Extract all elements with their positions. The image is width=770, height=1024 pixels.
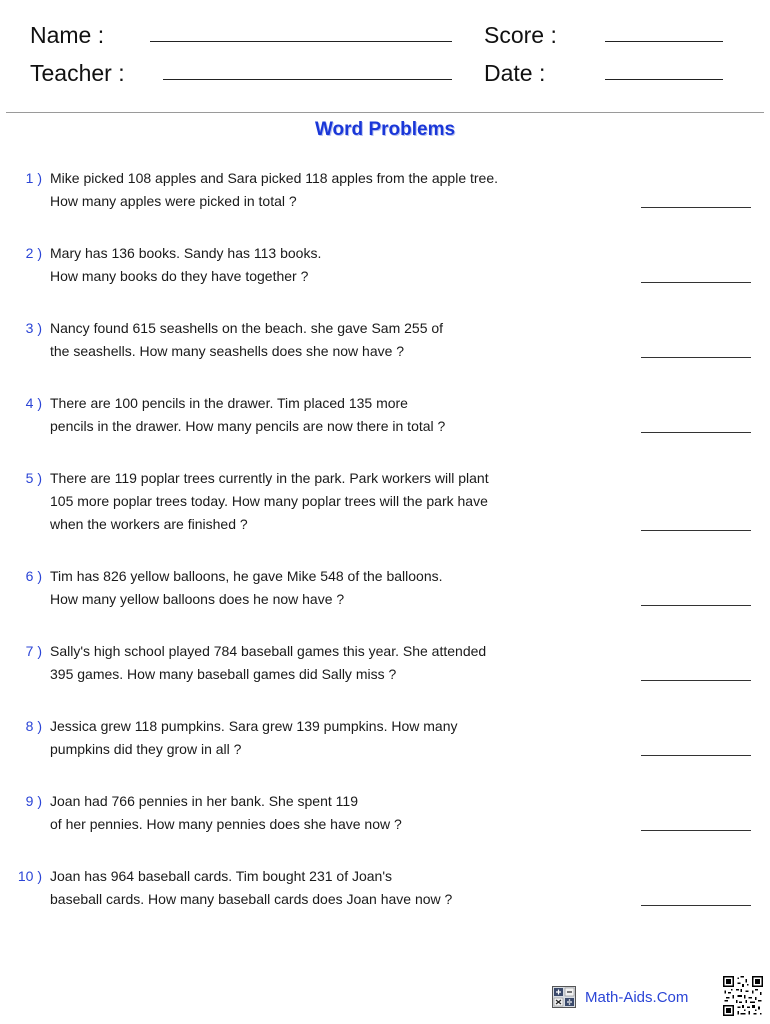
qr-code-icon bbox=[723, 976, 763, 1016]
problem-number: 2 ) bbox=[25, 245, 42, 261]
problem-text-line: Mike picked 108 apples and Sara picked 118 apples from the apple tree. bbox=[50, 170, 499, 186]
problem-text-line: 395 games. How many baseball games did Sally miss ? bbox=[50, 666, 397, 682]
teacher-field[interactable] bbox=[163, 79, 452, 80]
problem-number: 1 ) bbox=[25, 170, 42, 186]
answer-blank[interactable] bbox=[641, 357, 751, 358]
calculator-icon bbox=[552, 986, 576, 1008]
answer-blank[interactable] bbox=[641, 755, 751, 756]
problem-text-line: Tim has 826 yellow balloons, he gave Mike 548 of the balloons. bbox=[50, 568, 443, 584]
answer-blank[interactable] bbox=[641, 282, 751, 283]
answer-blank[interactable] bbox=[641, 605, 751, 606]
header-divider bbox=[6, 112, 764, 113]
problem-text-line: pumpkins did they grow in all ? bbox=[50, 741, 242, 757]
problem-number: 10 ) bbox=[17, 868, 42, 884]
score-field[interactable] bbox=[605, 41, 723, 42]
problem-text-line: Sally's high school played 784 baseball games this year. She attended bbox=[50, 643, 487, 659]
problem-text-line: There are 100 pencils in the drawer. Tim placed 135 more bbox=[50, 395, 408, 411]
problem-text-line: 105 more poplar trees today. How many poplar trees will the park have bbox=[50, 493, 488, 509]
problem-number: 3 ) bbox=[25, 320, 42, 336]
problem-text-line: How many apples were picked in total ? bbox=[50, 193, 297, 209]
brand-link[interactable]: Math-Aids.Com bbox=[585, 989, 689, 1006]
problem-text-line: Joan had 766 pennies in her bank. She spent 119 bbox=[50, 793, 358, 809]
problem-text-line: pencils in the drawer. How many pencils are now there in total ? bbox=[50, 418, 446, 434]
problem-text-line: Jessica grew 118 pumpkins. Sara grew 139 pumpkins. How many bbox=[50, 718, 458, 734]
answer-blank[interactable] bbox=[641, 680, 751, 681]
page-title: Word Problems bbox=[314, 119, 456, 140]
problem-text-line: There are 119 poplar trees currently in the park. Park workers will plant bbox=[50, 470, 489, 486]
problem-number: 5 ) bbox=[25, 470, 42, 486]
answer-blank[interactable] bbox=[641, 830, 751, 831]
problem-number: 6 ) bbox=[25, 568, 42, 584]
problem-text-line: Mary has 136 books. Sandy has 113 books. bbox=[50, 245, 322, 261]
name-label: Name : bbox=[30, 22, 105, 48]
problem-text-line: of her pennies. How many pennies does she have now ? bbox=[50, 816, 402, 832]
problem-text-line: when the workers are finished ? bbox=[50, 516, 248, 532]
teacher-label: Teacher : bbox=[30, 60, 125, 86]
problem-text-line: Joan has 964 baseball cards. Tim bought 231 of Joan's bbox=[50, 868, 393, 884]
problem-number: 8 ) bbox=[25, 718, 42, 734]
problem-text-line: Nancy found 615 seashells on the beach. she gave Sam 255 of bbox=[50, 320, 444, 336]
answer-blank[interactable] bbox=[641, 530, 751, 531]
answer-blank[interactable] bbox=[641, 905, 751, 906]
problem-text-line: baseball cards. How many baseball cards does Joan have now ? bbox=[50, 891, 453, 907]
problem-number: 4 ) bbox=[25, 395, 42, 411]
score-label: Score : bbox=[484, 22, 557, 48]
problem-number: 9 ) bbox=[25, 793, 42, 809]
problem-text-line: How many yellow balloons does he now have ? bbox=[50, 591, 345, 607]
date-label: Date : bbox=[484, 60, 546, 86]
name-field[interactable] bbox=[150, 41, 452, 42]
date-field[interactable] bbox=[605, 79, 723, 80]
problem-text-line: the seashells. How many seashells does she now have ? bbox=[50, 343, 405, 359]
answer-blank[interactable] bbox=[641, 432, 751, 433]
answer-blank[interactable] bbox=[641, 207, 751, 208]
problem-text-line: How many books do they have together ? bbox=[50, 268, 309, 284]
problem-number: 7 ) bbox=[25, 643, 42, 659]
